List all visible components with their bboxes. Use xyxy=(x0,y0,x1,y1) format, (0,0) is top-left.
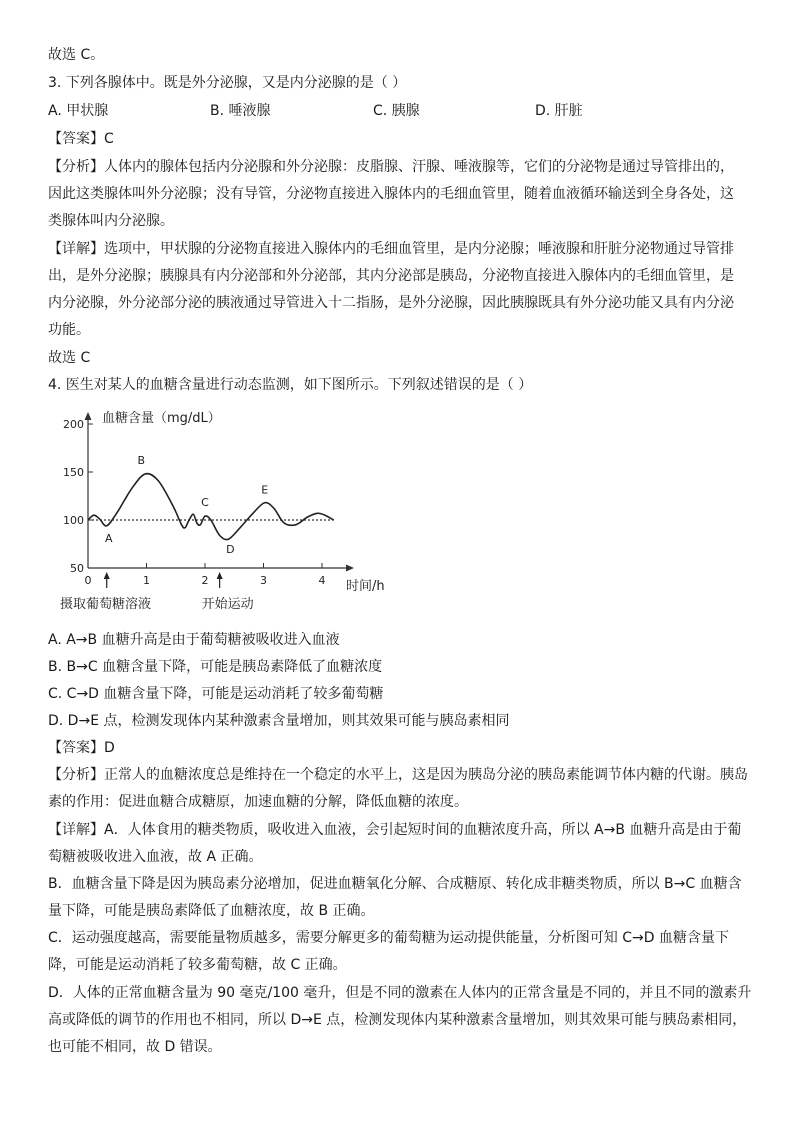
q2-conclusion: 故选 C。 xyxy=(48,47,105,63)
q3-option-d: D. 肝脏 xyxy=(535,103,583,119)
q4-detail-line: 也可能不相同，故 D 错误。 xyxy=(48,1039,222,1055)
point-label-a: A xyxy=(104,531,113,545)
point-label-e: E xyxy=(261,483,269,497)
q3-option-b: B. 唾液腺 xyxy=(210,103,271,119)
q3-answer: 【答案】C xyxy=(48,131,114,147)
q4-option-a: A. A→B 血糖升高是由于葡萄糖被吸收进入血液 xyxy=(48,632,340,648)
q3-option-c: C. 胰腺 xyxy=(373,103,420,119)
q4-detail-line: 量下降，可能是胰岛素降低了血糖浓度，故 B 正确。 xyxy=(48,903,375,919)
x-tick-label: 4 xyxy=(318,574,326,587)
q4-detail-line: 【详解】A．人体食用的糖类物质，吸收进入血液，会引起短时间的血糖浓度升高，所以 A→B 血糖升高是由于葡 xyxy=(48,822,742,838)
x-tick-label: 0 xyxy=(84,574,92,587)
blood-glucose-chart-svg xyxy=(48,404,385,620)
blood-glucose-curve xyxy=(88,474,334,540)
y-tick-label: 100 xyxy=(63,514,84,527)
y-axis-label: 血糖含量（mg/dL） xyxy=(102,411,221,426)
q3-stem: 3. 下列各腺体中。既是外分泌腺，又是内分泌腺的是（ ） xyxy=(48,75,407,91)
x-tick-label: 3 xyxy=(260,574,267,587)
q3-analysis-line: 类腺体叫内分泌腺。 xyxy=(48,213,174,229)
x-axis-label: 时间/h xyxy=(346,579,385,594)
q3-analysis-line: 因此这类腺体叫外分泌腺；没有导管，分泌物直接进入腺体内的毛细血管里，随着血液循环输送到全身各处，这 xyxy=(48,186,734,202)
x-tick-label: 1 xyxy=(143,574,150,587)
q4-detail-line: 降，可能是运动消耗了较多葡萄糖，故 C 正确。 xyxy=(48,957,347,973)
q4-detail-line: B．血糖含量下降是因为胰岛素分泌增加，促进血糖氧化分解、合成糖原、转化成非糖类物质，所以 B→C 血糖含 xyxy=(48,876,742,892)
q4-option-c: C. C→D 血糖含量下降，可能是运动消耗了较多葡萄糖 xyxy=(48,686,384,702)
point-label-b: B xyxy=(137,453,146,467)
y-tick-label: 150 xyxy=(63,466,84,479)
q3-detail-line: 内分泌腺，外分泌部分泌的胰液通过导管进入十二指肠，是外分泌腺，因此胰腺既具有外分泌功能又具有内分泌 xyxy=(48,295,734,311)
q3-analysis-line: 【分析】人体内的腺体包括内分泌腺和外分泌腺：皮脂腺、汗腺、唾液腺等，它们的分泌物是通过导管排出的， xyxy=(48,159,734,175)
annotation-arrow-head xyxy=(217,572,223,579)
q3-detail-line: 【详解】选项中，甲状腺的分泌物直接进入腺体内的毛细血管里，是内分泌腺；唾液腺和肝脏分泌物通过导管排 xyxy=(48,241,734,257)
q3-option-a: A. 甲状腺 xyxy=(48,103,109,119)
q4-analysis-line: 【分析】正常人的血糖浓度总是维持在一个稳定的水平上，这是因为胰岛分泌的胰岛素能调节体内糖的代谢。胰岛 xyxy=(48,767,748,783)
annotation-label: 摄取葡萄糖溶液 xyxy=(60,597,152,612)
point-label-c: C xyxy=(201,496,209,510)
q3-detail-line: 出，是外分泌腺；胰腺具有内分泌部和外分泌部，其内分泌部是胰岛，分泌物直接进入腺体内的毛细血管里，是 xyxy=(48,268,734,284)
annotation-label: 开始运动 xyxy=(201,597,254,612)
point-label-d: D xyxy=(226,543,235,557)
q3-detail-line: 功能。 xyxy=(48,322,90,338)
annotation-arrow-head xyxy=(104,572,110,579)
blood-glucose-chart xyxy=(48,404,385,620)
q4-detail-line: 萄糖被吸收进入血液，故 A 正确。 xyxy=(48,849,263,865)
q4-stem: 4. 医生对某人的血糖含量进行动态监测，如下图所示。下列叙述错误的是（ ） xyxy=(48,377,533,393)
q4-detail-line: C．运动强度越高，需要能量物质越多，需要分解更多的葡萄糖为运动提供能量，分析图可知 C→D 血糖含量下 xyxy=(48,930,729,946)
q4-detail-line: D．人体的正常血糖含量为 90 毫克/100 毫升，但是不同的激素在人体内的正常含量是不同的，并且不同的激素升 xyxy=(48,985,752,1001)
q4-answer: 【答案】D xyxy=(48,740,115,756)
x-axis-arrow xyxy=(346,565,354,572)
q4-option-b: B. B→C 血糖含量下降，可能是胰岛素降低了血糖浓度 xyxy=(48,659,383,675)
y-tick-label: 50 xyxy=(70,562,84,575)
q4-detail-line: 高或降低的调节的作用也不相同，所以 D→E 点，检测发现体内某种激素含量增加，则其效果可能与胰岛素相同， xyxy=(48,1012,747,1028)
x-tick-label: 2 xyxy=(201,574,209,587)
q3-conclusion: 故选 C xyxy=(48,350,91,366)
y-axis-arrow xyxy=(85,412,92,420)
q4-analysis-line: 素的作用：促进血糖合成糖原，加速血糖的分解，降低血糖的浓度。 xyxy=(48,794,468,810)
y-tick-label: 200 xyxy=(63,418,84,431)
q4-option-d: D. D→E 点，检测发现体内某种激素含量增加，则其效果可能与胰岛素相同 xyxy=(48,713,510,729)
